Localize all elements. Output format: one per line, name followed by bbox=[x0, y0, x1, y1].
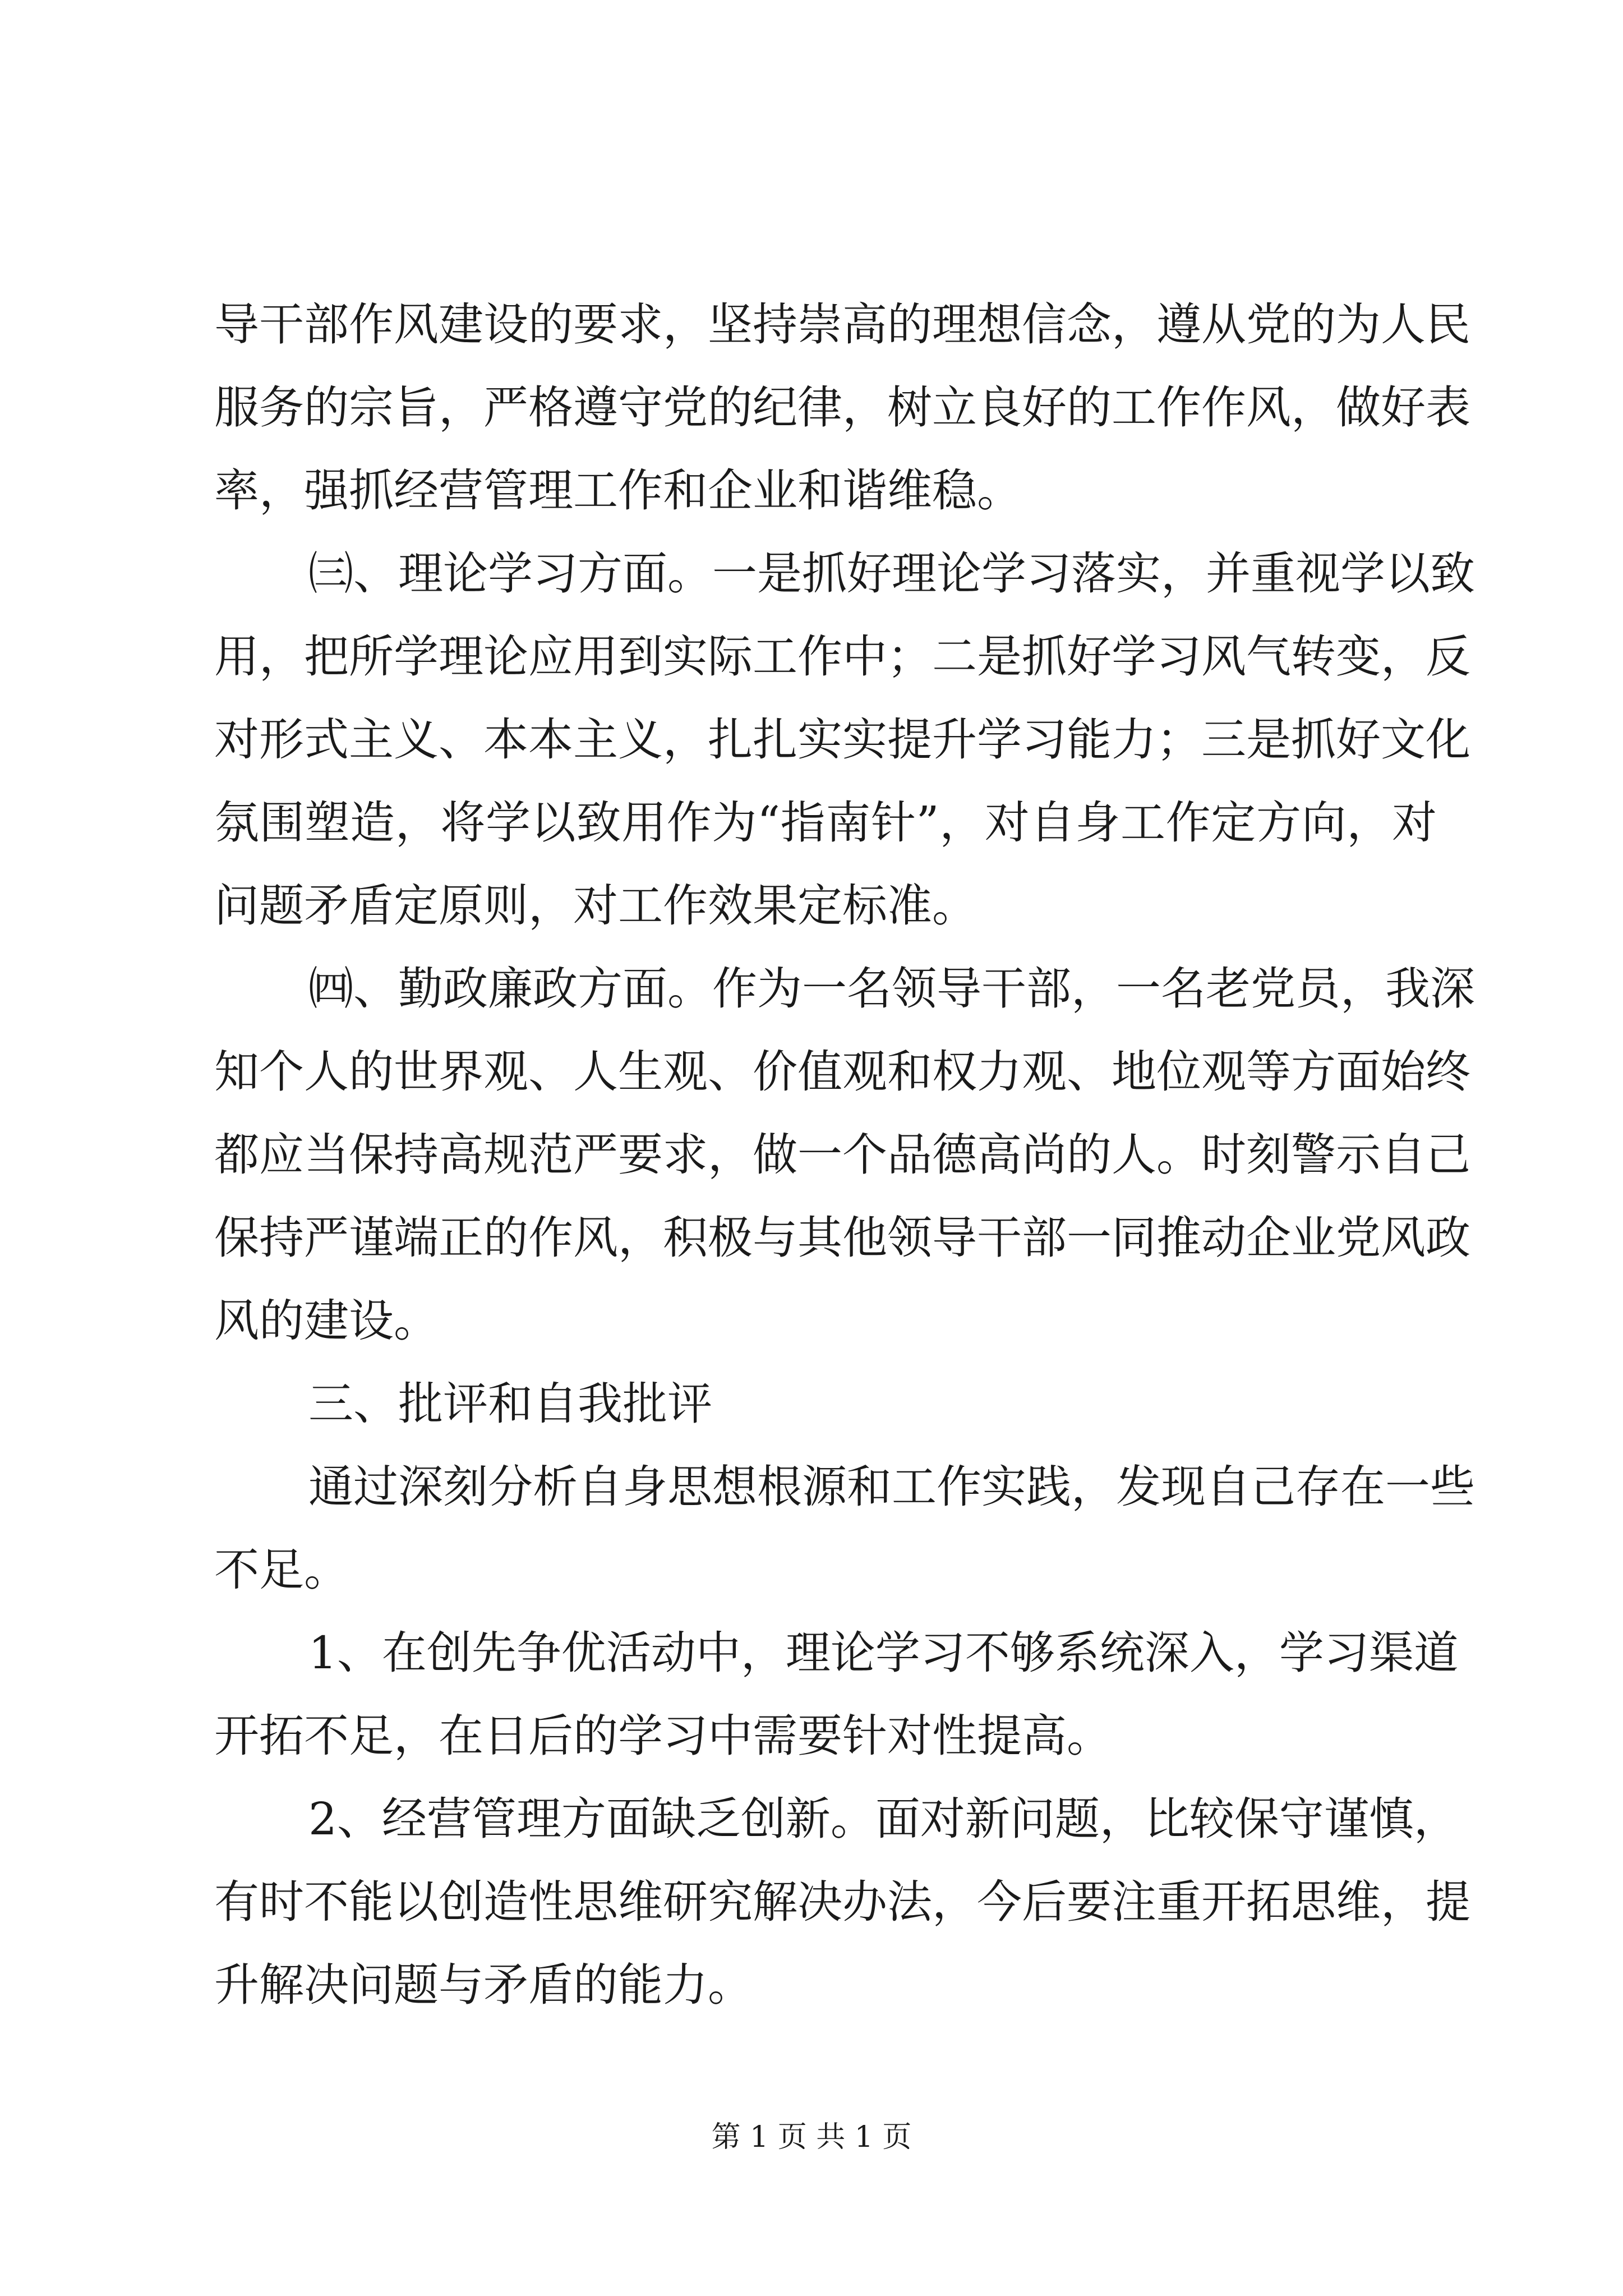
text-line: 通过深刻分析自身思想根源和工作实践，发现自己存在一些 bbox=[308, 1461, 1475, 1513]
text-line: 问题矛盾定原则，对工作效果定标准。 bbox=[214, 880, 977, 932]
text-line: 保持严谨端正的作风，积极与其他领导干部一同推动企业党风政 bbox=[214, 1212, 1470, 1264]
text-line: 开拓不足，在日后的学习中需要针对性提高。 bbox=[214, 1710, 1112, 1762]
text-line: 用，把所学理论应用到实际工作中；二是抓好学习风气转变，反 bbox=[214, 631, 1470, 683]
list-item-1-line: 1、在创先争优活动中，理论学习不够系统深入，学习渠道 bbox=[308, 1627, 1459, 1679]
text-line: 有时不能以创造性思维研究解决办法，今后要注重开拓思维，提 bbox=[214, 1876, 1470, 1928]
text-line: 对形式主义、本本主义，扎扎实实提升学习能力；三是抓好文化 bbox=[214, 714, 1470, 766]
text-line: 不足。 bbox=[214, 1544, 349, 1596]
text-line: 风的建设。 bbox=[214, 1295, 439, 1347]
text-line: 氛围塑造，将学以致用作为“指南针”，对自身工作定方向，对 bbox=[214, 797, 1437, 849]
text-line: 都应当保持高规范严要求，做一个品德高尚的人。时刻警示自己 bbox=[214, 1129, 1470, 1181]
list-item-2-line: 2、经营管理方面缺乏创新。面对新问题，比较保守谨慎， bbox=[308, 1793, 1459, 1845]
section-3-heading-line: ㈢、理论学习方面。一是抓好理论学习落实，并重视学以致 bbox=[308, 547, 1475, 600]
text-line: 升解决问题与矛盾的能力。 bbox=[214, 1959, 753, 2011]
text-line: 知个人的世界观、人生观、价值观和权力观、地位观等方面始终 bbox=[214, 1046, 1470, 1098]
text-line: 服务的宗旨，严格遵守党的纪律，树立良好的工作作风，做好表 bbox=[214, 381, 1470, 434]
text-line: 率，强抓经营管理工作和企业和谐维稳。 bbox=[214, 464, 1022, 517]
text-line: 导干部作风建设的要求，坚持崇高的理想信念，遵从党的为人民 bbox=[214, 298, 1470, 351]
page-footer: 第 1 页 共 1 页 bbox=[711, 2120, 912, 2154]
section-heading-criticism: 三、批评和自我批评 bbox=[308, 1378, 712, 1430]
document-body bbox=[214, 283, 1475, 2027]
section-4-heading-line: ㈣、勤政廉政方面。作为一名领导干部，一名老党员，我深 bbox=[308, 963, 1475, 1015]
